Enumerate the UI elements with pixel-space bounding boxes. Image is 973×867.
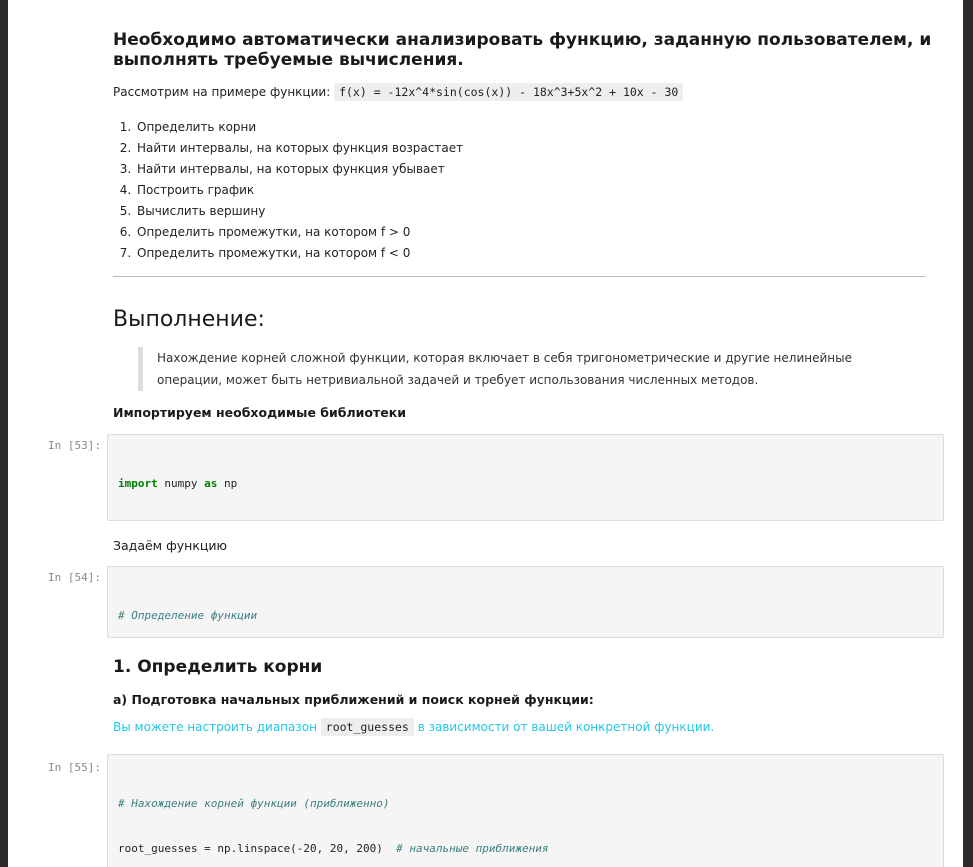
step-a-label: а) Подготовка начальных приближений и поиск корней функции: bbox=[113, 692, 594, 707]
quote-block bbox=[138, 347, 898, 391]
cell-prompt: In [54]: bbox=[48, 571, 101, 584]
subheading: 1. Определить корни bbox=[113, 657, 323, 677]
code-comment: # Нахождение корней функции (приближенно) bbox=[118, 796, 390, 810]
intro-text: Рассмотрим на примере функции: bbox=[113, 85, 331, 99]
intro-line bbox=[113, 85, 933, 99]
blockquote: Нахождение корней сложной функции, которая включает в себя тригонометрические и другие нелинейные операции, может быть нетривиальной задачей и требует использования численных методов. bbox=[138, 347, 898, 391]
code-cell-roots[interactable] bbox=[107, 754, 944, 867]
code-line: import numpy as np bbox=[118, 476, 238, 490]
section-heading: Выполнение: bbox=[113, 307, 265, 332]
hint-text: в зависимости от вашей конкретной функции. bbox=[417, 720, 715, 734]
define-label: Задаём функцию bbox=[113, 538, 228, 553]
task-item: 1. Определить корни bbox=[135, 117, 933, 138]
code-cell-imports[interactable] bbox=[107, 434, 944, 521]
hint-inline-code: root_guesses bbox=[321, 718, 414, 736]
task-item: 5. Вычислить вершину bbox=[135, 201, 933, 222]
task-item: 3. Найти интервалы, на которых функция убывает bbox=[135, 159, 933, 180]
hint-text: Вы можете настроить диапазон bbox=[113, 720, 317, 734]
code-line: root_guesses = np.linspace(-20, 20, 200) # начальные приближения bbox=[118, 842, 549, 856]
page-title: Необходимо автоматически анализировать функцию, заданную пользователем, и выполнять требуемые вычисления. bbox=[113, 30, 932, 70]
task-item: 7. Определить промежутки, на котором f < 0 bbox=[135, 243, 933, 264]
hint-line bbox=[113, 720, 933, 734]
task-item: 2. Найти интервалы, на которых функция возрастает bbox=[135, 138, 933, 159]
code-cell-function[interactable] bbox=[107, 566, 944, 638]
code-comment: # Определение функции bbox=[118, 608, 258, 622]
markdown-title-block bbox=[113, 30, 933, 70]
subheading-block bbox=[113, 657, 933, 677]
task-item: 6. Определить промежутки, на котором f > 0 bbox=[135, 222, 933, 243]
horizontal-divider bbox=[113, 276, 926, 277]
notebook-page bbox=[8, 0, 963, 867]
cell-prompt: In [55]: bbox=[48, 761, 101, 774]
section-heading-block bbox=[113, 307, 933, 332]
function-inline-code: f(x) = -12x^4*sin(cos(x)) - 18x^3+5x^2 + 10x - 30 bbox=[334, 83, 683, 101]
task-list-block bbox=[113, 117, 933, 264]
task-list bbox=[113, 117, 933, 264]
task-item: 4. Построить график bbox=[135, 180, 933, 201]
import-label: Импортируем необходимые библиотеки bbox=[113, 405, 406, 420]
cell-prompt: In [53]: bbox=[48, 439, 101, 452]
